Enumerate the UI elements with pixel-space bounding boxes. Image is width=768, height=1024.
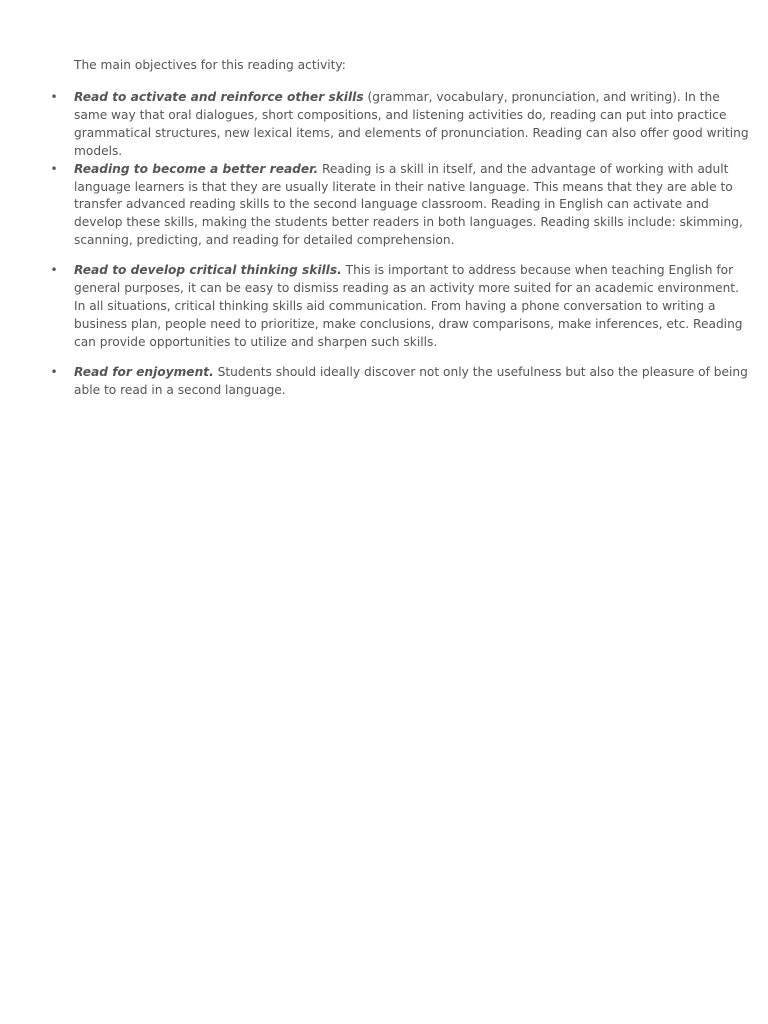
intro-text: The main objectives for this reading activity:	[74, 58, 346, 72]
list-item-lead: Read to develop critical thinking skills.	[74, 263, 342, 278]
bullet-icon: •	[50, 161, 58, 176]
list-item-lead: Reading to become a better reader.	[74, 161, 319, 176]
bullet-icon: •	[50, 90, 58, 104]
list-item-lead: Read for enjoyment.	[74, 364, 214, 379]
list-item	[0, 364, 768, 400]
list-item-body: This is important to address because when teaching English for general purposes, it can be easy to dismiss reading as an activity more suited for an academic environment. In all situations, critical thinking skills aid communication. From having a phone conversation to writing a business plan, people need to prioritize, make conclusions, draw comparisons, make inferences, etc. Reading can provide opportunities to utilize and sharpen such skills.	[74, 263, 743, 349]
bullet-icon: •	[50, 263, 58, 278]
list-item	[0, 262, 768, 352]
list-item	[0, 161, 768, 251]
list-item-body: (grammar, vocabulary, pronunciation, and writing). In the same way that oral dialogues, short compositions, and listening activities do, reading can put into practice grammatical structures, new lexical items, and elements of pronunciation. Reading can also offer good writing models.	[74, 90, 749, 158]
list-item-body: Students should ideally discover not only the usefulness but also the pleasure of being able to read in a second language.	[74, 364, 748, 397]
bullet-icon: •	[50, 364, 58, 379]
list-item-lead: Read to activate and reinforce other skills	[74, 90, 364, 104]
list-item	[0, 89, 768, 161]
list-item-body: Reading is a skill in itself, and the advantage of working with adult language learners is that they are usually literate in their native language. This means that they are able to transfer advanced reading skills to the second language classroom. Reading in English can activate and develop these skills, making the students better readers in both languages. Reading skills include: skimming, scanning, predicting, and reading for detailed comprehension.	[74, 161, 743, 248]
objectives-list	[0, 89, 768, 400]
